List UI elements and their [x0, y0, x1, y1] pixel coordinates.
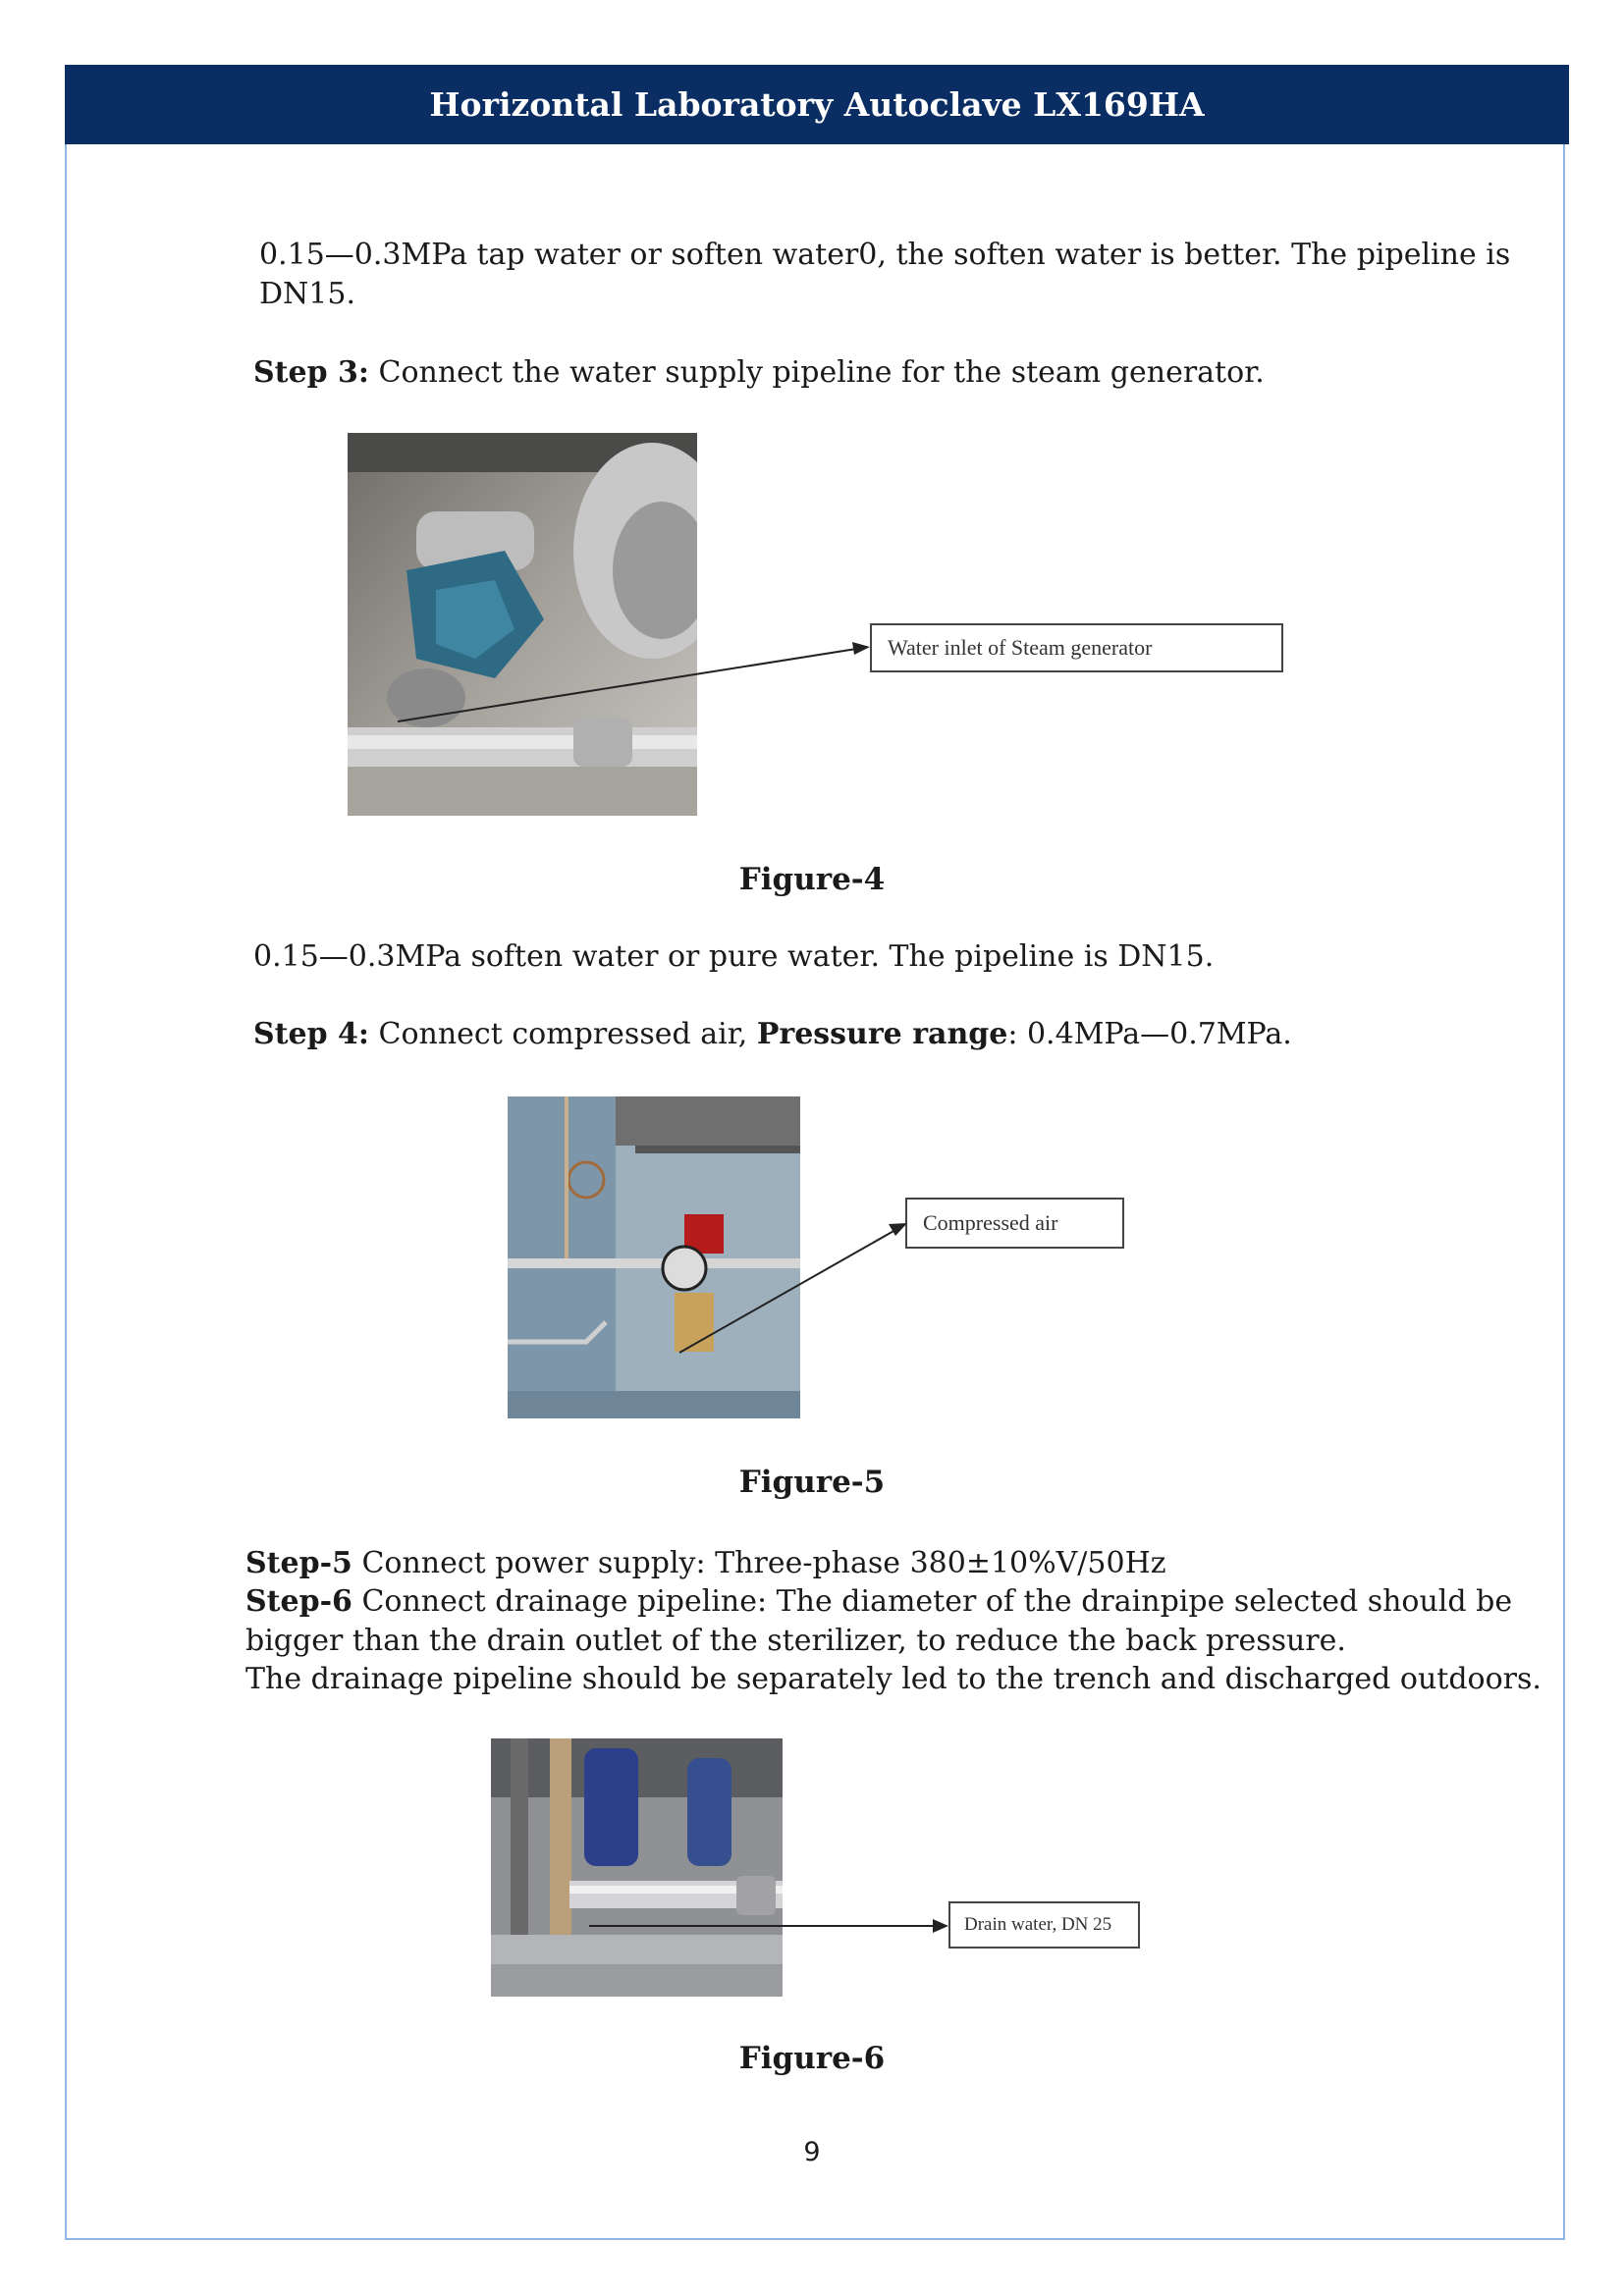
- figure-5-callout-text: Compressed air: [923, 1210, 1058, 1235]
- page-number: 9: [803, 2137, 821, 2167]
- figure-5-caption: Figure-5: [738, 1465, 886, 1500]
- intro-line-1: 0.15—0.3MPa tap water or soften water0, the soften water is better. The pipeline is: [259, 238, 1511, 272]
- step-6-line-3: The drainage pipeline should be separately led to the trench and discharged outdoors.: [245, 1662, 1542, 1696]
- figure-6-callout-text: Drain water, DN 25: [964, 1914, 1112, 1935]
- step-6-label: Step-6: [245, 1584, 352, 1619]
- figure-4-callout-text: Water inlet of Steam generator: [888, 635, 1153, 660]
- after-figure-4-text: 0.15—0.3MPa soften water or pure water. The pipeline is DN15.: [253, 939, 1215, 974]
- step-4-pressure-label: Pressure range: [756, 1017, 1008, 1051]
- figure-4-caption: Figure-4: [738, 862, 886, 897]
- step-5-text: Connect power supply: Three-phase 380±10%V/50Hz: [352, 1546, 1166, 1580]
- figure-6-caption: Figure-6: [738, 2041, 886, 2076]
- step-4-label: Step 4:: [253, 1017, 369, 1051]
- step-6-text: Connect drainage pipeline: The diameter of the drainpipe selected should be: [352, 1584, 1513, 1619]
- step-3-label: Step 3:: [253, 355, 369, 390]
- step-6-line-2: bigger than the drain outlet of the sterilizer, to reduce the back pressure.: [245, 1624, 1346, 1658]
- step-5-label: Step-5: [245, 1546, 352, 1580]
- intro-line-2: DN15.: [259, 277, 356, 311]
- step-4-text: Connect compressed air,: [368, 1017, 757, 1051]
- step-3-text: Connect the water supply pipeline for the steam generator.: [368, 355, 1265, 390]
- step-4-pressure-value: : 0.4MPa—0.7MPa.: [1007, 1017, 1292, 1051]
- document-title: Horizontal Laboratory Autoclave LX169HA: [429, 85, 1205, 124]
